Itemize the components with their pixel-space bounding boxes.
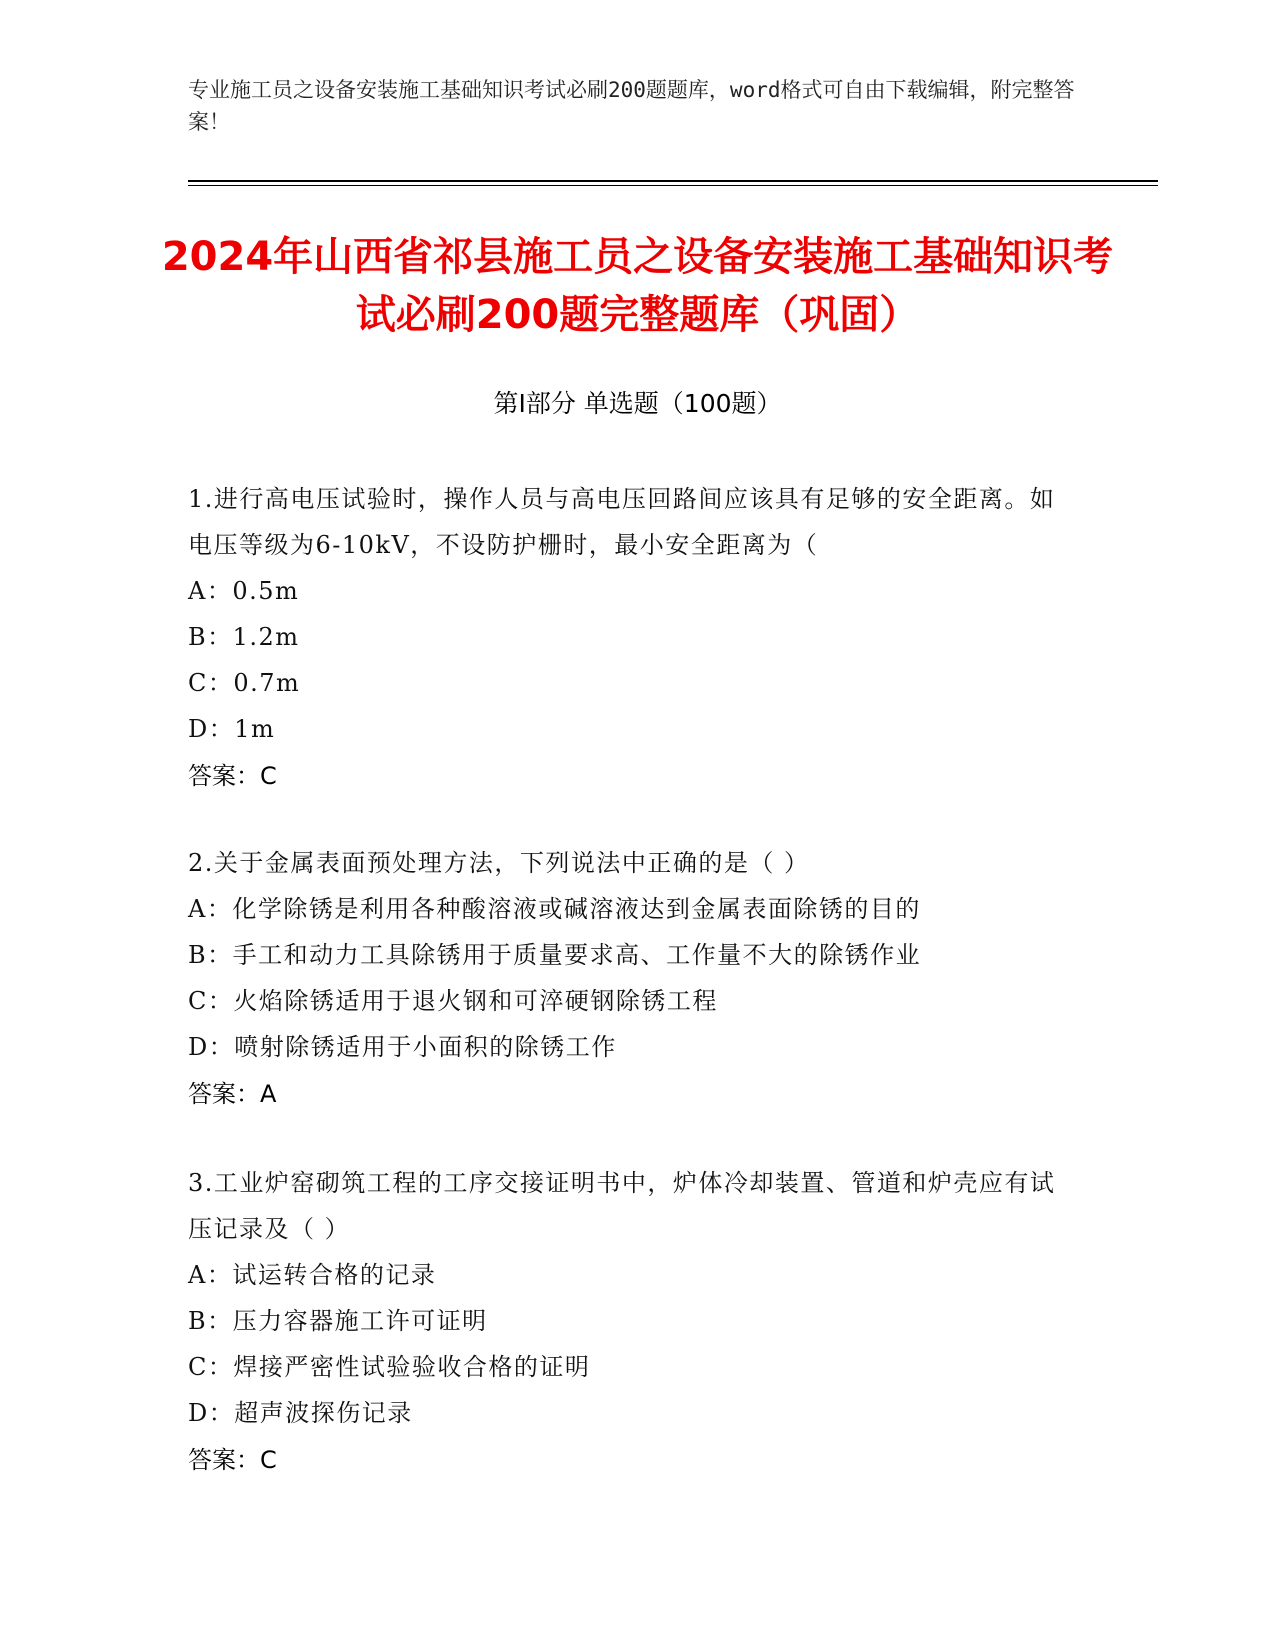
answer: 答案：C xyxy=(188,1446,277,1474)
header-note: 专业施工员之设备安装施工基础知识考试必刷200题题库，word格式可自由下载编辑，附完整答案！ xyxy=(188,78,1075,134)
option-d: D：喷射除锈适用于小面积的除锈工作 xyxy=(188,1033,617,1061)
answer: 答案：A xyxy=(188,1080,277,1108)
document-title: 2024年山西省祁县施工员之设备安装施工基础知识考试必刷200题完整题库（巩固） xyxy=(161,234,1114,338)
question-3 xyxy=(188,1160,1068,1484)
question-stem: 2.关于金属表面预处理方法，下列说法中正确的是（ ） xyxy=(188,849,810,877)
option-c: C：火焰除锈适用于退火钢和可淬硬钢除锈工程 xyxy=(188,987,718,1015)
option-b: B：手工和动力工具除锈用于质量要求高、工作量不大的除锈作业 xyxy=(188,941,922,969)
section-heading: 第I部分 单选题（100题） xyxy=(493,389,782,418)
option-d: D：1m xyxy=(188,715,276,743)
option-a: A：化学除锈是利用各种酸溶液或碱溶液达到金属表面除锈的目的 xyxy=(188,895,921,923)
question-stem: 3.工业炉窑砌筑工程的工序交接证明书中，炉体冷却装置、管道和炉壳应有试压记录及（ ） xyxy=(188,1169,1056,1243)
option-c: C：焊接严密性试验验收合格的证明 xyxy=(188,1353,591,1381)
option-d: D：超声波探伤记录 xyxy=(188,1399,413,1427)
question-2 xyxy=(188,840,1068,1118)
header-divider-thin xyxy=(188,185,1158,186)
question-1 xyxy=(188,476,1068,800)
question-stem: 1.进行高电压试验时，操作人员与高电压回路间应该具有足够的安全距离。如电压等级为6-10kV，不设防护栅时，最小安全距离为（ xyxy=(188,485,1056,559)
option-a: A：试运转合格的记录 xyxy=(188,1261,437,1289)
option-b: B：1.2m xyxy=(188,623,300,651)
option-a: A：0.5m xyxy=(188,577,300,605)
answer: 答案：C xyxy=(188,762,277,790)
option-c: C：0.7m xyxy=(188,669,301,697)
header-divider-thick xyxy=(188,180,1158,182)
option-b: B：压力容器施工许可证明 xyxy=(188,1307,488,1335)
